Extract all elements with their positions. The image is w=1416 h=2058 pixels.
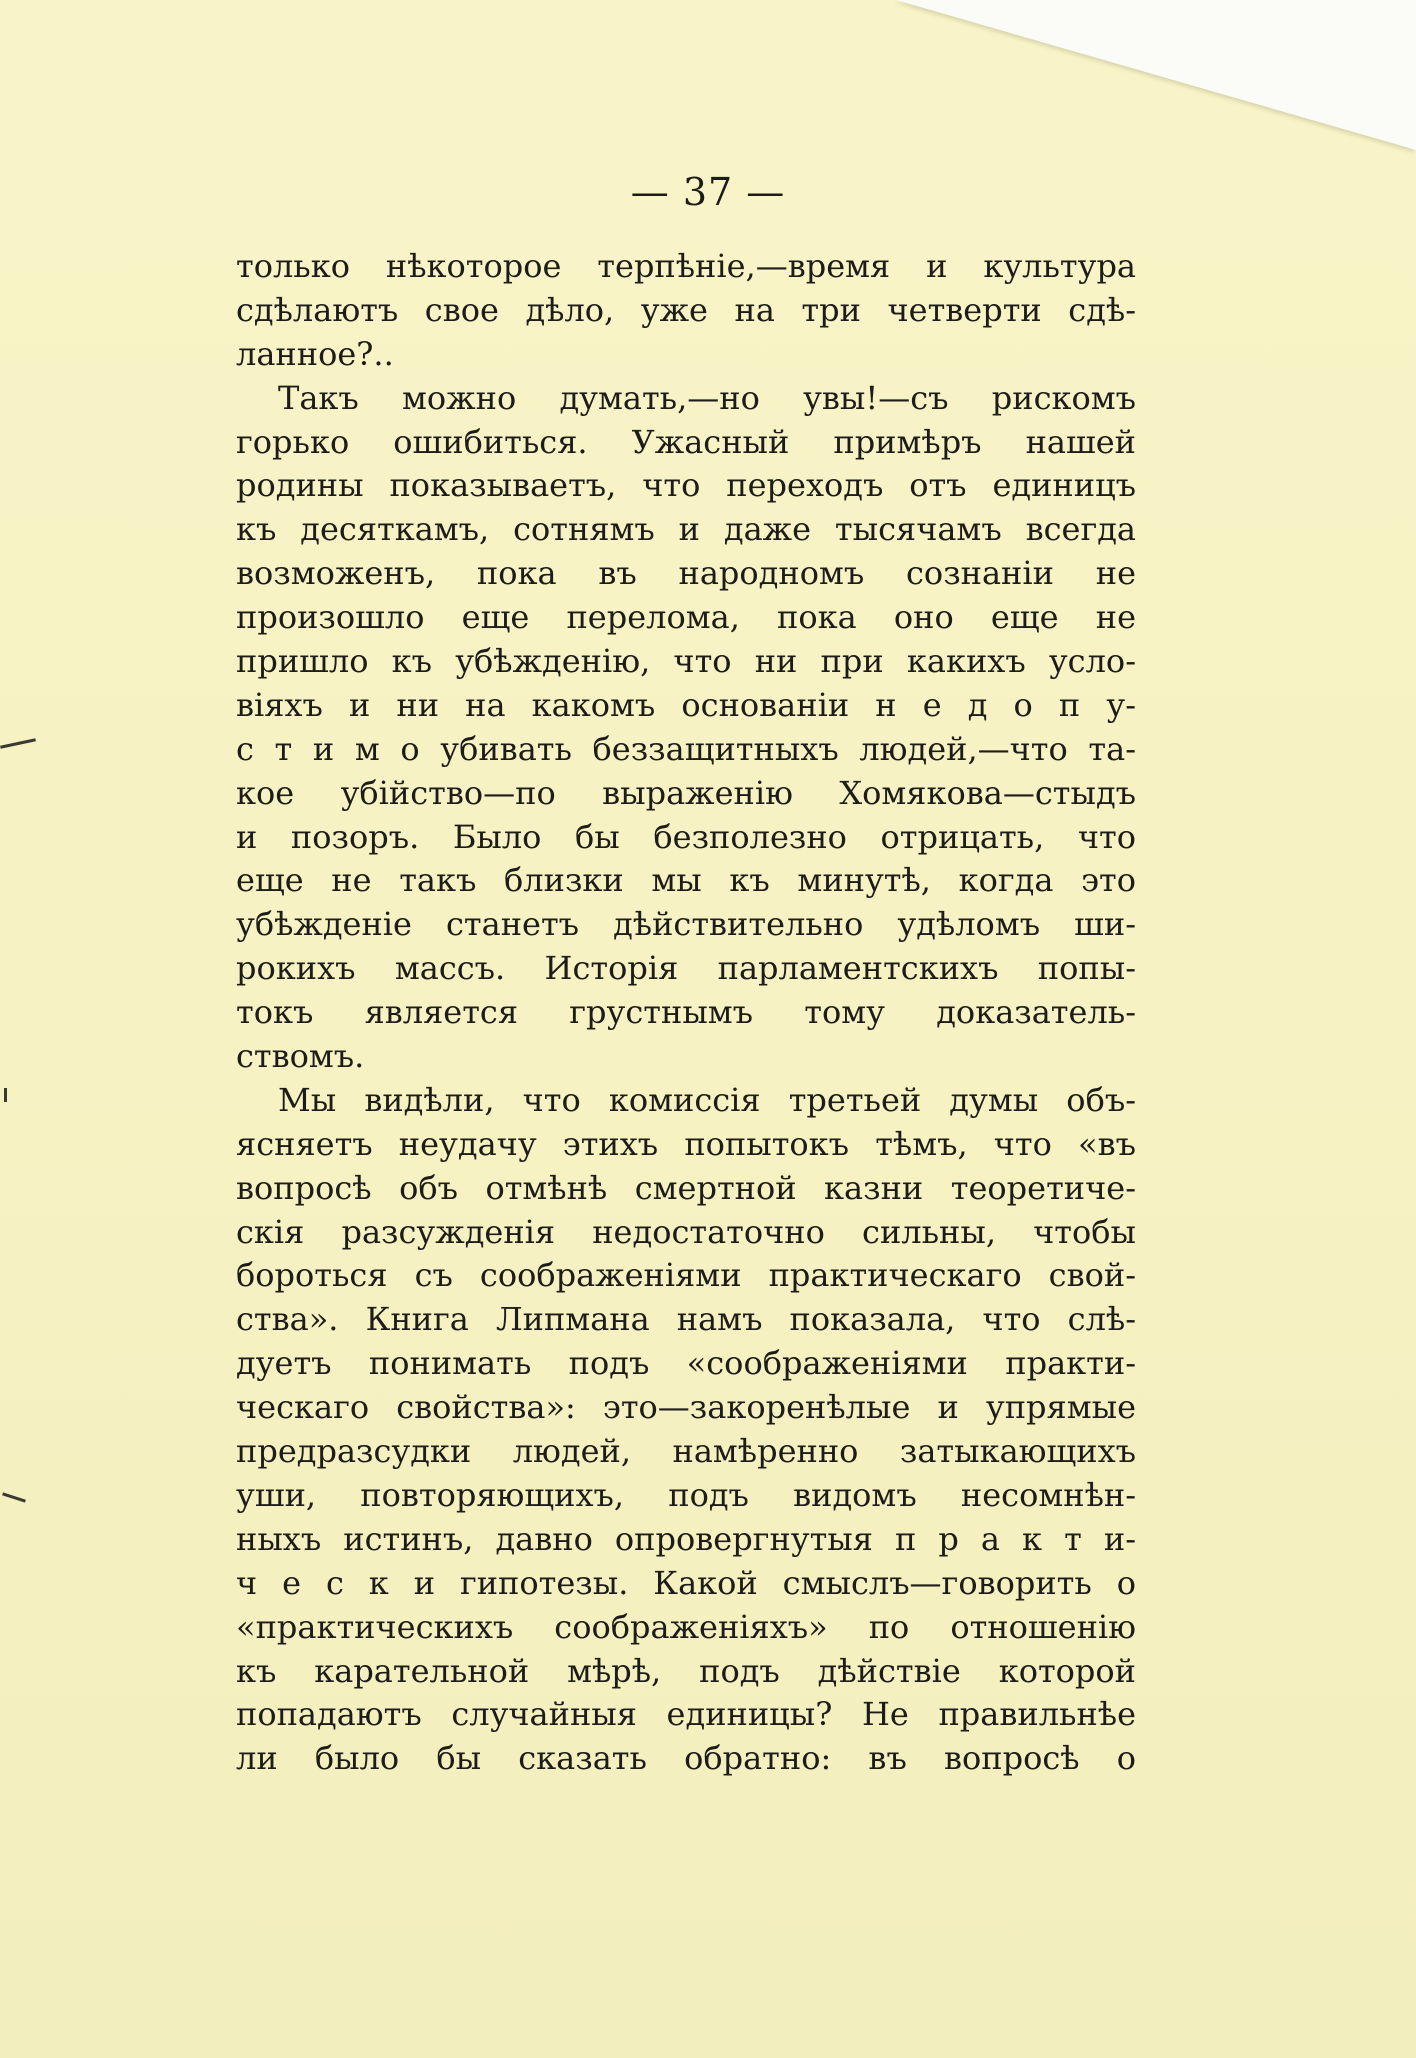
body-text — [236, 245, 1136, 1781]
text-line: ческаго свойства»: это—закоренѣлые и упрямые — [236, 1388, 1136, 1427]
text-line: только нѣкоторое терпѣніе,—время и культура — [236, 247, 1136, 285]
text-line: с т и м о убивать беззащитныхъ людей,—что та- — [236, 729, 1136, 768]
text-line: родины показываетъ, что переходъ отъ единицъ — [236, 466, 1136, 505]
text-line: ланное?.. — [236, 334, 394, 373]
text-line: и позоръ. Было бы безполезно отрицать, что — [236, 817, 1136, 856]
text-line: ясняетъ неудачу этихъ попытокъ тѣмъ, что «въ — [236, 1124, 1136, 1163]
text-line: віяхъ и ни на какомъ основаніи н е д о п у- — [236, 685, 1136, 724]
text-line: «практическихъ соображеніяхъ» по отношенію — [236, 1607, 1136, 1646]
margin-mark — [0, 738, 36, 748]
text-line: дуетъ понимать подъ «соображеніями практи- — [236, 1344, 1136, 1383]
text-line: рокихъ массъ. Исторія парламентскихъ попы- — [236, 949, 1136, 988]
text-line: Такъ можно думать,—но увы!—съ рискомъ — [278, 378, 1136, 417]
text-line: еще не такъ близки мы къ минутѣ, когда это — [236, 861, 1136, 900]
text-line: пришло къ убѣжденію, что ни при какихъ усло- — [236, 642, 1136, 681]
text-line: попадаютъ случайныя единицы? Не правильнѣе — [236, 1695, 1136, 1734]
text-line: къ карательной мѣрѣ, подъ дѣйствіе которой — [236, 1651, 1136, 1690]
text-line: произошло еще перелома, пока оно еще не — [236, 598, 1136, 637]
text-line: ства». Книга Липмана намъ показала, что слѣ- — [236, 1300, 1136, 1339]
text-line: ныхъ истинъ, давно опровергнутыя п р а к т и- — [236, 1519, 1136, 1558]
text-line: Мы видѣли, что комиссія третьей думы объ- — [278, 1080, 1136, 1119]
text-line: уши, повторяющихъ, подъ видомъ несомнѣн- — [236, 1475, 1136, 1514]
text-line: предразсудки людей, намѣренно затыкающихъ — [236, 1432, 1136, 1471]
text-line: вопросѣ объ отмѣнѣ смертной казни теоретиче- — [236, 1168, 1136, 1207]
text-line: ствомъ. — [236, 1037, 365, 1076]
text-line: бороться съ соображеніями практическаго свой- — [236, 1256, 1136, 1295]
text-line: убѣжденіе станетъ дѣйствительно удѣломъ ши- — [236, 905, 1136, 944]
page-number: — 37 — — [630, 170, 786, 214]
text-line: токъ является грустнымъ тому доказатель- — [236, 993, 1136, 1032]
margin-mark — [2, 1492, 26, 1502]
text-line: скія разсужденія недостаточно сильны, чтобы — [236, 1212, 1136, 1251]
text-line: ч е с к и гипотезы. Какой смыслъ—говорить о — [236, 1563, 1136, 1602]
text-line: къ десяткамъ, сотнямъ и даже тысячамъ всегда — [236, 510, 1136, 549]
text-line: сдѣлаютъ свое дѣло, уже на три четверти сдѣ- — [236, 290, 1136, 329]
text-line: возможенъ, пока въ народномъ сознаніи не — [236, 554, 1136, 593]
folded-page-corner — [896, 0, 1416, 150]
text-line: горько ошибиться. Ужасный примѣръ нашей — [236, 422, 1136, 461]
text-line: ли было бы сказать обратно: въ вопросѣ о — [236, 1739, 1136, 1778]
text-line: кое убійство—по выраженію Хомякова—стыдъ — [236, 773, 1136, 812]
margin-mark — [4, 1088, 7, 1102]
